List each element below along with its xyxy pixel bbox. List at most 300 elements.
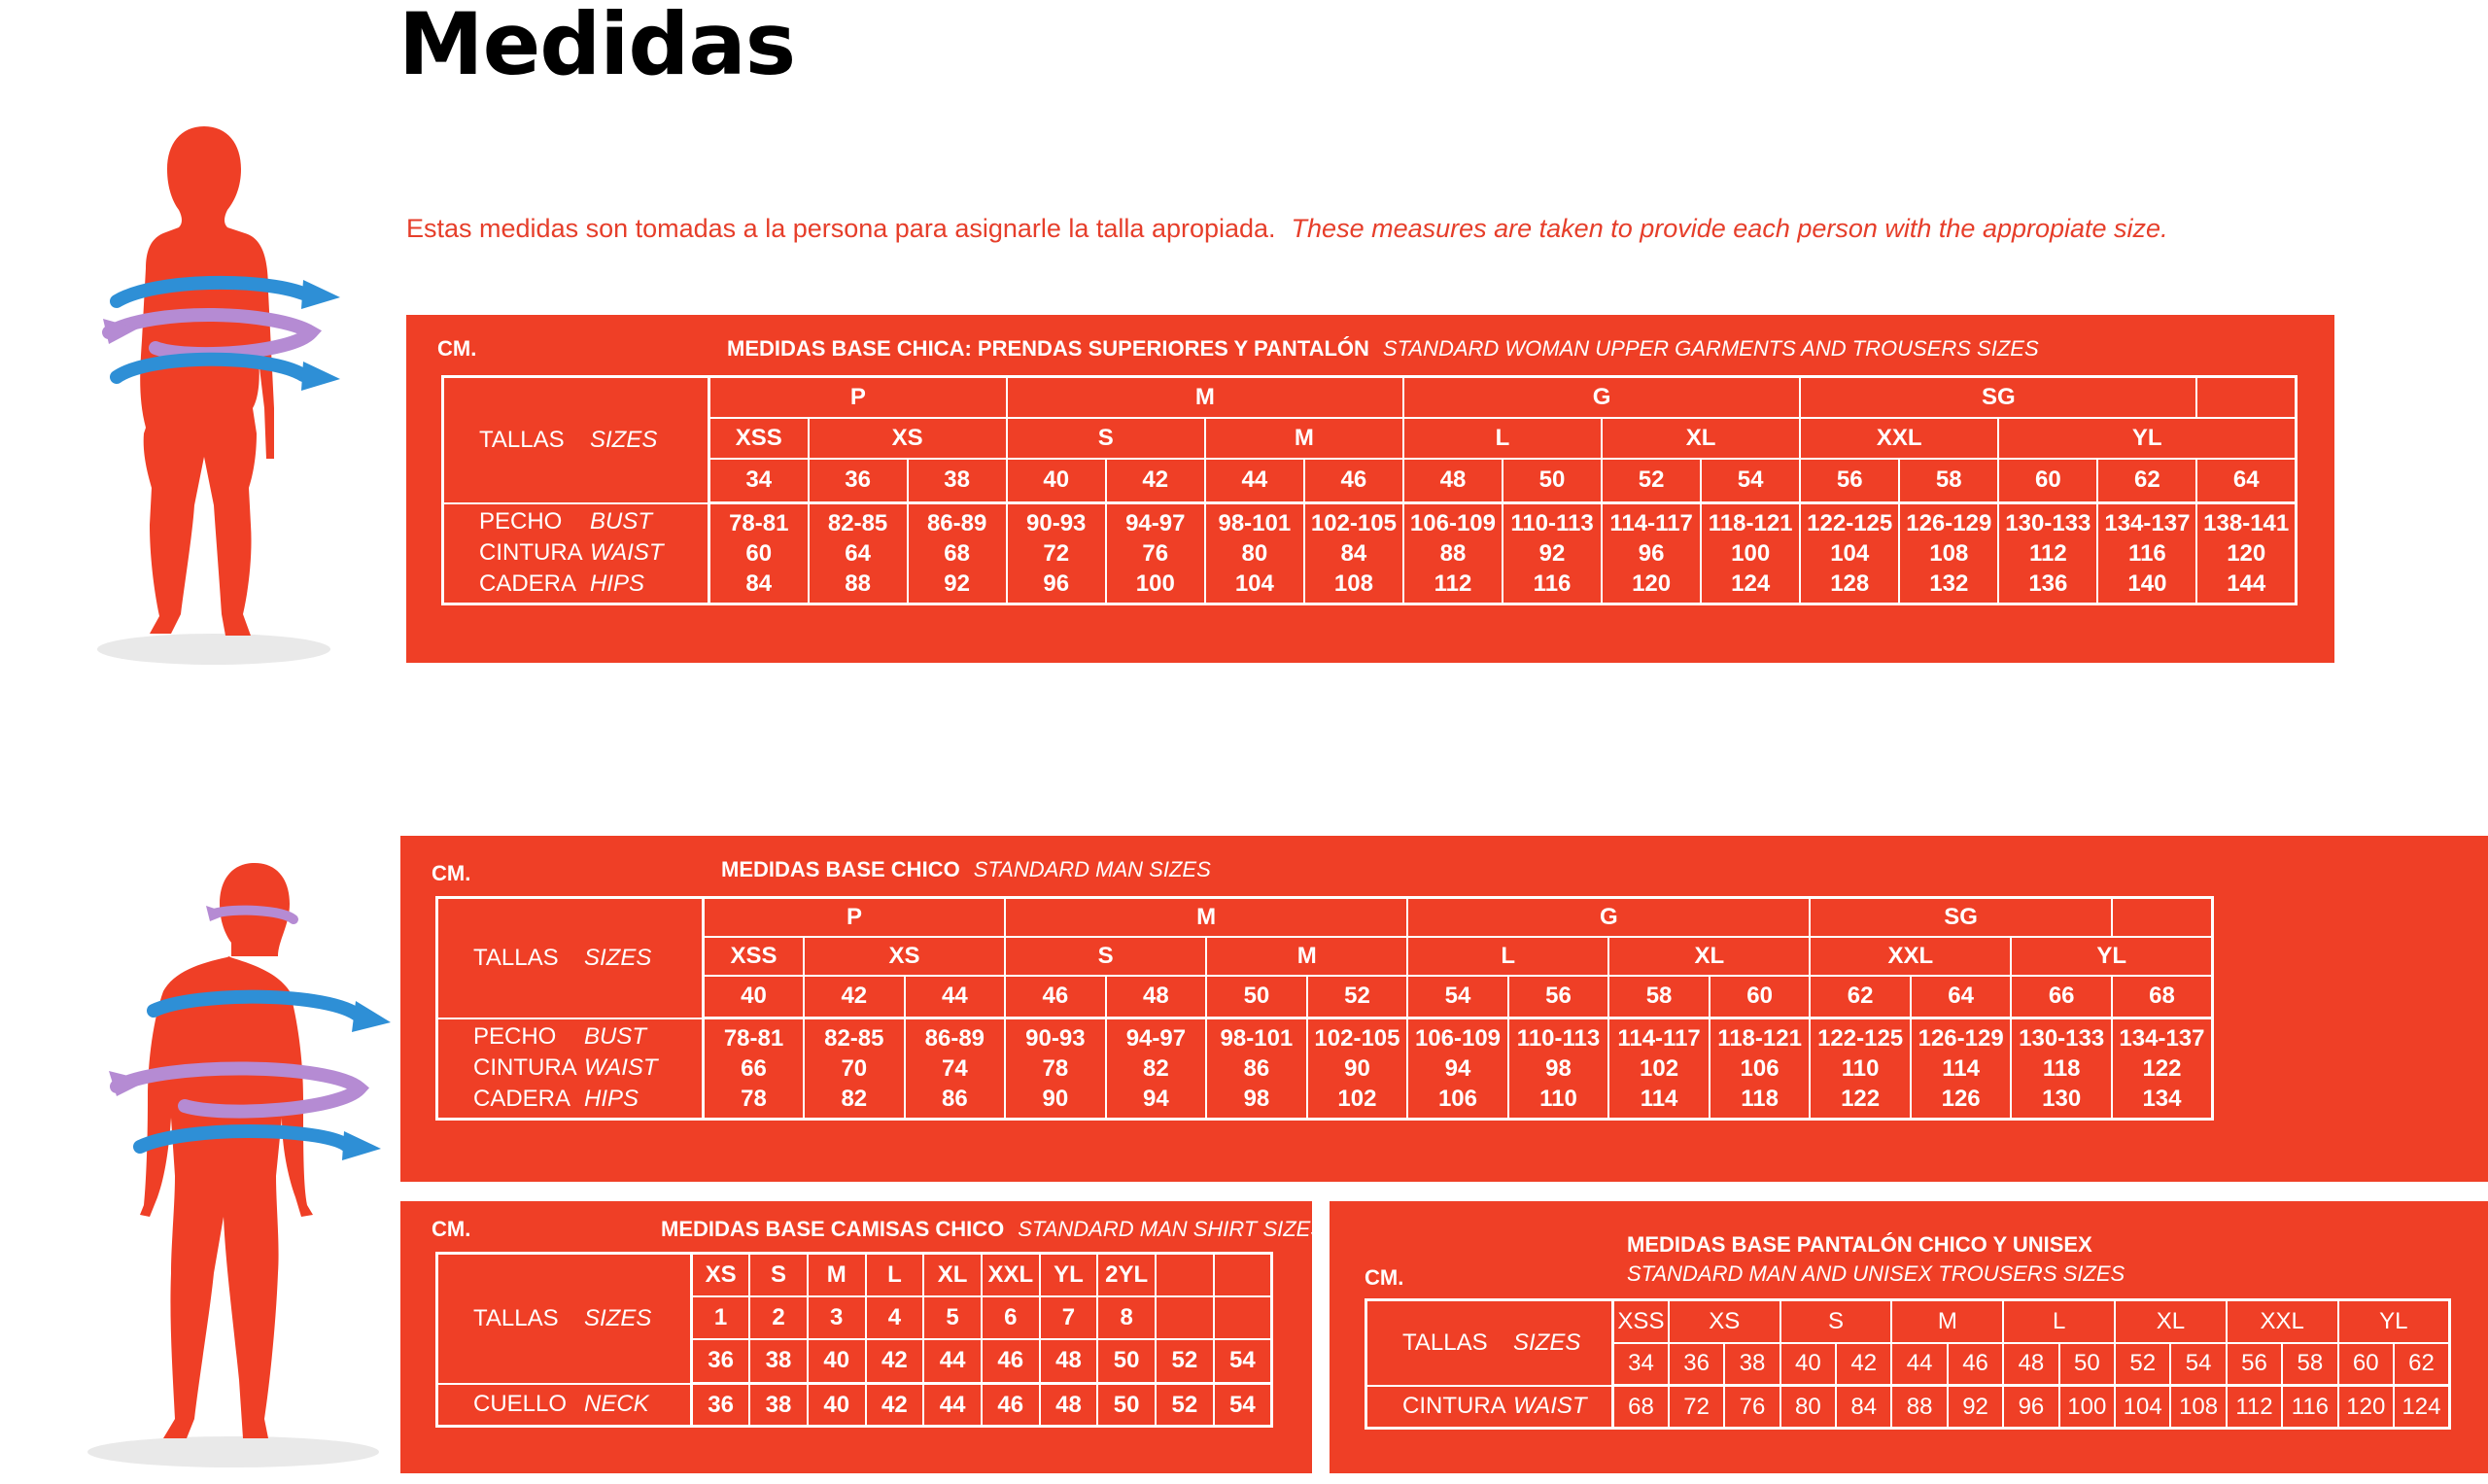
size-cell: XXL <box>1810 937 2011 976</box>
size-code-cell: 6 <box>982 1296 1040 1339</box>
waist-value: 100 <box>2059 1386 2115 1429</box>
size-code-cell: 4 <box>866 1296 924 1339</box>
hips-value: 126 <box>1941 1086 1981 1112</box>
bust-value: 134-137 <box>2119 1025 2205 1052</box>
size-cell: M <box>808 1254 866 1296</box>
hips-value: 82 <box>841 1086 868 1112</box>
measure-labels-cintura_en: WAIST <box>590 539 664 567</box>
size-number-cell: 52 <box>1156 1339 1214 1384</box>
size-cell: XSS <box>709 418 809 459</box>
size-number-cell: 56 <box>1800 459 1899 503</box>
bust-value: 78-81 <box>729 510 789 536</box>
bust-value: 94-97 <box>1125 1025 1187 1052</box>
waist-value: 122 <box>2142 1055 2182 1082</box>
hips-value: 98 <box>1243 1086 1270 1112</box>
measure-labels-cadera_es: CADERA <box>473 1086 571 1113</box>
waist-value: 92 <box>1948 1386 2003 1429</box>
hips-value: 144 <box>2227 570 2266 597</box>
measure-cell <box>1998 503 2097 604</box>
hips-value: 106 <box>1437 1086 1477 1112</box>
size-cell: L <box>866 1254 924 1296</box>
size-group-cell: P <box>709 377 1007 418</box>
bust-value: 114-117 <box>1609 510 1693 536</box>
shirt-table-title: MEDIDAS BASE CAMISAS CHICO STANDARD MAN SHIRT SIZES <box>661 1217 1326 1241</box>
waist-value: 120 <box>2338 1386 2394 1429</box>
waist-value: 80 <box>1241 540 1268 567</box>
size-cell: YL <box>1040 1254 1098 1296</box>
hips-value: 100 <box>1135 570 1175 597</box>
waist-value: 116 <box>2282 1386 2337 1429</box>
size-group-cell: P <box>704 898 1006 937</box>
subtitle-english: These measures are taken to provide each person with the appropiate size. <box>1291 214 2168 243</box>
size-cell: S <box>1780 1300 1892 1343</box>
shirt-sizes-panel <box>400 1201 1326 1473</box>
tallas-label <box>437 1254 692 1384</box>
hips-value: 134 <box>2142 1086 2182 1112</box>
size-group-cell: G <box>1403 377 1800 418</box>
waist-value: 88 <box>1891 1386 1947 1429</box>
bust-value: 126-129 <box>1906 510 1992 536</box>
trousers-sizes-table <box>1365 1298 2451 1430</box>
hips-value: 118 <box>1741 1086 1779 1112</box>
size-number-cell: 64 <box>1911 976 2012 1018</box>
waist-value: 76 <box>1724 1386 1780 1429</box>
bust-value: 94-97 <box>1125 510 1186 536</box>
tallas-label <box>1366 1300 1613 1386</box>
measure-cell <box>1407 1018 1508 1120</box>
size-number-cell: 60 <box>1998 459 2097 503</box>
size-number-cell: 38 <box>749 1339 808 1384</box>
size-number-cell: 48 <box>2003 1343 2058 1386</box>
bust-value: 82-85 <box>824 1025 884 1052</box>
size-number-cell: 62 <box>2394 1343 2450 1386</box>
size-cell: XXL <box>2227 1300 2338 1343</box>
measure-cell <box>1508 1018 1609 1120</box>
size-code-cell: 8 <box>1097 1296 1156 1339</box>
size-number-cell: 54 <box>1407 976 1508 1018</box>
waist-value: 76 <box>1142 540 1169 567</box>
size-cell: L <box>2003 1300 2115 1343</box>
size-code-cell <box>1214 1296 1272 1339</box>
woman-silhouette-icon <box>49 117 398 680</box>
tallas-label-en: SIZES <box>1513 1329 1581 1356</box>
measure-cell <box>1005 1018 1106 1120</box>
size-group-cell: M <box>1005 898 1407 937</box>
tallas-label-es: TALLAS <box>473 1304 559 1331</box>
size-number-cell: 44 <box>1205 459 1304 503</box>
bust-value: 118-121 <box>1717 1025 1802 1052</box>
unit-label: CM. <box>432 861 471 885</box>
bust-value: 118-121 <box>1708 510 1793 536</box>
unit-label: CM. <box>1365 1265 1404 1290</box>
waist-value: 90 <box>1344 1055 1370 1082</box>
bust-value: 86-89 <box>926 510 987 536</box>
size-number-cell: 46 <box>1005 976 1106 1018</box>
measure-cell <box>804 1018 905 1120</box>
hips-value: 90 <box>1042 1086 1069 1112</box>
waist-value: 100 <box>1731 540 1771 567</box>
measure-cell <box>1106 503 1205 604</box>
waist-value: 60 <box>745 540 773 567</box>
neck-value: 54 <box>1214 1384 1272 1427</box>
measure-labels <box>437 1018 704 1120</box>
bust-value: 110-113 <box>1516 1025 1601 1052</box>
size-cell: XL <box>923 1254 982 1296</box>
size-cell: S <box>749 1254 808 1296</box>
neck-value: 44 <box>923 1384 982 1427</box>
size-number-cell: 54 <box>2170 1343 2226 1386</box>
waist-value: 84 <box>1836 1386 1891 1429</box>
measure-cell <box>1304 503 1403 604</box>
size-code-cell: 5 <box>923 1296 982 1339</box>
measure-labels-cintura_es: CINTURA <box>473 1054 577 1082</box>
hips-value: 110 <box>1539 1086 1577 1112</box>
measure-labels-cintura_en: WAIST <box>584 1054 658 1082</box>
waist-value: 124 <box>2394 1386 2450 1429</box>
waist-value: 74 <box>941 1055 968 1082</box>
size-cell: XS <box>804 937 1005 976</box>
measure-labels-cintura_es: CINTURA <box>479 539 583 567</box>
unit-label: CM. <box>437 336 477 361</box>
man-silhouette-icon <box>39 855 398 1477</box>
size-number-cell: 40 <box>704 976 805 1018</box>
bust-value: 138-141 <box>2203 510 2290 536</box>
size-cell: YL <box>2338 1300 2450 1343</box>
measure-cell <box>2097 503 2196 604</box>
trousers-table-title: MEDIDAS BASE PANTALÓN CHICO Y UNISEX STANDARD MAN AND UNISEX TROUSERS SIZES <box>1627 1232 2125 1286</box>
bust-value: 86-89 <box>924 1025 985 1052</box>
size-number-cell: 54 <box>1701 459 1800 503</box>
size-code-cell: 2 <box>749 1296 808 1339</box>
bust-value: 90-93 <box>1026 510 1087 536</box>
waist-value: 92 <box>1538 540 1566 567</box>
size-group-cell: SG <box>1800 377 2196 418</box>
hips-value: 130 <box>2042 1086 2082 1112</box>
bust-value: 78-81 <box>723 1025 784 1052</box>
bust-value: 122-125 <box>1807 510 1893 536</box>
size-cell: XXL <box>1800 418 1998 459</box>
hips-value: 136 <box>2028 570 2068 597</box>
size-number-cell: 36 <box>1669 1343 1724 1386</box>
measure-cell <box>2011 1018 2112 1120</box>
hips-value: 124 <box>1731 570 1771 597</box>
size-cell: M <box>1206 937 1407 976</box>
size-number-cell: 48 <box>1106 976 1207 1018</box>
hips-value: 88 <box>845 570 871 597</box>
measure-cell <box>1810 1018 1911 1120</box>
size-number-cell: 50 <box>1097 1339 1156 1384</box>
bust-value: 126-129 <box>1918 1025 2004 1052</box>
hips-value: 92 <box>944 570 970 597</box>
size-number-cell: 58 <box>2282 1343 2337 1386</box>
bust-value: 130-133 <box>2005 510 2091 536</box>
hips-value: 102 <box>1337 1086 1377 1112</box>
size-cell: XSS <box>704 937 805 976</box>
subtitle-spanish: Estas medidas son tomadas a la persona para asignarle la talla apropiada. <box>406 214 1276 243</box>
size-number-cell: 38 <box>1724 1343 1780 1386</box>
waist-value: 88 <box>1439 540 1467 567</box>
waist-value: 80 <box>1780 1386 1836 1429</box>
size-group-cell: SG <box>1810 898 2112 937</box>
waist-value: 108 <box>2170 1386 2226 1429</box>
measure-labels-cadera_en: HIPS <box>590 570 645 598</box>
size-number-cell: 58 <box>1899 459 1998 503</box>
neck-value: 38 <box>749 1384 808 1427</box>
waist-value: 94 <box>1444 1055 1471 1082</box>
size-number-cell: 66 <box>2011 976 2112 1018</box>
size-code-cell: 1 <box>692 1296 750 1339</box>
waist-value: 110 <box>1841 1055 1880 1082</box>
size-code-cell: 3 <box>808 1296 866 1339</box>
measure-cell <box>704 1018 805 1120</box>
size-number-cell: 52 <box>2115 1343 2170 1386</box>
measure-cell <box>1710 1018 1811 1120</box>
neck-label <box>437 1384 692 1427</box>
neck-value: 36 <box>692 1384 750 1427</box>
tallas-label-es: TALLAS <box>473 944 559 971</box>
size-number-cell: 60 <box>2338 1343 2394 1386</box>
hips-value: 114 <box>1640 1086 1678 1112</box>
size-number-cell: 40 <box>1780 1343 1836 1386</box>
waist-value: 70 <box>841 1055 868 1082</box>
size-number-cell: 50 <box>1503 459 1602 503</box>
tallas-label-en: SIZES <box>584 1304 652 1331</box>
measure-cell <box>1608 1018 1710 1120</box>
waist-label-en: WAIST <box>1513 1393 1587 1420</box>
measure-cell <box>1800 503 1899 604</box>
measure-cell <box>1701 503 1800 604</box>
measure-cell <box>2112 1018 2213 1120</box>
size-cell: YL <box>2011 937 2212 976</box>
size-cell <box>1214 1254 1272 1296</box>
waist-value: 104 <box>2115 1386 2170 1429</box>
waist-label <box>1366 1386 1613 1429</box>
size-cell: XL <box>1608 937 1810 976</box>
man-sizes-panel <box>400 836 2488 1182</box>
size-number-cell: 48 <box>1040 1339 1098 1384</box>
waist-value: 96 <box>1638 540 1665 567</box>
waist-value: 112 <box>2227 1386 2282 1429</box>
neck-value: 46 <box>982 1384 1040 1427</box>
measure-cell <box>1206 1018 1307 1120</box>
size-number-cell: 46 <box>982 1339 1040 1384</box>
waist-value: 114 <box>1942 1055 1980 1082</box>
measure-labels-cadera_en: HIPS <box>584 1086 639 1113</box>
waist-value: 106 <box>1740 1055 1780 1082</box>
measure-cell <box>1911 1018 2012 1120</box>
size-number-cell: 64 <box>2196 459 2296 503</box>
measure-labels-cadera_es: CADERA <box>479 570 577 598</box>
measure-cell <box>709 503 809 604</box>
size-cell: L <box>1407 937 1608 976</box>
size-cell: YL <box>1998 418 2296 459</box>
hips-value: 122 <box>1841 1086 1881 1112</box>
size-group-cell: G <box>1407 898 1810 937</box>
measure-cell <box>2196 503 2296 604</box>
measure-cell <box>1307 1018 1408 1120</box>
size-cell: S <box>1007 418 1205 459</box>
bust-value: 110-113 <box>1510 510 1594 536</box>
waist-value: 112 <box>2028 540 2067 567</box>
hips-value: 84 <box>745 570 773 597</box>
size-number-cell: 42 <box>804 976 905 1018</box>
size-number-cell: 68 <box>2112 976 2213 1018</box>
size-code-cell: 7 <box>1040 1296 1098 1339</box>
tallas-label-en: SIZES <box>584 944 652 971</box>
size-number-cell: 50 <box>1206 976 1307 1018</box>
hips-value: 96 <box>1043 570 1070 597</box>
waist-value: 96 <box>2003 1386 2058 1429</box>
size-number-cell: 44 <box>923 1339 982 1384</box>
hips-value: 112 <box>1434 570 1472 597</box>
neck-value: 52 <box>1156 1384 1214 1427</box>
hips-value: 128 <box>1830 570 1870 597</box>
size-cell: 2YL <box>1097 1254 1156 1296</box>
waist-value: 68 <box>944 540 970 567</box>
bust-value: 106-109 <box>1409 510 1496 536</box>
size-number-cell: 44 <box>1891 1343 1947 1386</box>
woman-sizes-table <box>441 375 2298 605</box>
size-number-cell: 54 <box>1214 1339 1272 1384</box>
subtitle <box>406 214 2168 244</box>
neck-label-es: CUELLO <box>473 1391 568 1418</box>
neck-value: 48 <box>1040 1384 1098 1427</box>
size-number-cell: 34 <box>1613 1343 1669 1386</box>
shirt-sizes-table <box>435 1252 1273 1428</box>
measure-cell <box>1106 1018 1207 1120</box>
size-cell: XS <box>1669 1300 1780 1343</box>
size-cell: M <box>1205 418 1403 459</box>
neck-value: 40 <box>808 1384 866 1427</box>
neck-value: 50 <box>1097 1384 1156 1427</box>
tallas-label-en: SIZES <box>590 426 658 453</box>
bust-value: 134-137 <box>2104 510 2191 536</box>
hips-value: 94 <box>1143 1086 1169 1112</box>
waist-value: 84 <box>1340 540 1367 567</box>
waist-value: 72 <box>1043 540 1070 567</box>
bust-value: 114-117 <box>1617 1025 1701 1052</box>
hips-value: 132 <box>1929 570 1969 597</box>
waist-value: 102 <box>1640 1055 1679 1082</box>
measure-labels-pecho_es: PECHO <box>473 1023 557 1051</box>
waist-label-es: CINTURA <box>1402 1393 1506 1420</box>
bust-value: 98-101 <box>1218 510 1292 536</box>
size-number-cell: 44 <box>905 976 1006 1018</box>
bust-value: 102-105 <box>1310 510 1397 536</box>
size-number-cell: 40 <box>1007 459 1106 503</box>
trousers-sizes-panel <box>1330 1201 2488 1473</box>
size-cell: XXL <box>982 1254 1040 1296</box>
waist-value: 116 <box>2128 540 2166 567</box>
tallas-label-es: TALLAS <box>479 426 565 453</box>
size-number-cell: 52 <box>1307 976 1408 1018</box>
hips-value: 104 <box>1234 570 1274 597</box>
size-number-cell: 46 <box>1948 1343 2003 1386</box>
hips-value: 86 <box>941 1086 968 1112</box>
bust-value: 130-133 <box>2019 1025 2105 1052</box>
page-title: Medidas <box>398 0 796 94</box>
size-cell: M <box>1891 1300 2003 1343</box>
measure-cell <box>1403 503 1503 604</box>
size-number-cell: 36 <box>692 1339 750 1384</box>
size-number-cell: 34 <box>709 459 809 503</box>
size-number-cell: 38 <box>908 459 1007 503</box>
size-group-cell: M <box>1007 377 1403 418</box>
waist-value: 118 <box>2042 1055 2081 1082</box>
unit-label: CM. <box>432 1217 471 1241</box>
size-cell: XS <box>809 418 1007 459</box>
waist-value: 108 <box>1929 540 1969 567</box>
measure-cell <box>1899 503 1998 604</box>
size-number-cell: 52 <box>1602 459 1701 503</box>
measure-labels-pecho_es: PECHO <box>479 508 563 535</box>
measure-cell <box>908 503 1007 604</box>
measure-cell <box>1205 503 1304 604</box>
hips-value: 120 <box>1632 570 1672 597</box>
waist-value: 98 <box>1545 1055 1572 1082</box>
size-code-cell <box>1156 1296 1214 1339</box>
measure-cell <box>1007 503 1106 604</box>
waist-value: 78 <box>1042 1055 1069 1082</box>
waist-value: 64 <box>845 540 871 567</box>
tallas-label-es: TALLAS <box>1402 1329 1488 1356</box>
hips-value: 140 <box>2127 570 2167 597</box>
waist-value: 86 <box>1243 1055 1270 1082</box>
size-cell <box>1156 1254 1214 1296</box>
size-number-cell: 62 <box>1810 976 1911 1018</box>
measure-labels-pecho_en: BUST <box>584 1023 647 1051</box>
man-sizes-table <box>435 896 2214 1121</box>
waist-value: 120 <box>2227 540 2266 567</box>
size-number-cell: 40 <box>808 1339 866 1384</box>
measure-labels-pecho_en: BUST <box>590 508 653 535</box>
size-number-cell: 58 <box>1608 976 1710 1018</box>
size-cell: S <box>1005 937 1206 976</box>
man-table-title: MEDIDAS BASE CHICO STANDARD MAN SIZES <box>721 857 1211 881</box>
neck-value: 42 <box>866 1384 924 1427</box>
tallas-label <box>443 377 709 503</box>
hips-value: 116 <box>1533 570 1572 597</box>
hips-value: 108 <box>1333 570 1373 597</box>
size-number-cell: 50 <box>2059 1343 2115 1386</box>
size-cell: XL <box>2115 1300 2227 1343</box>
size-number-cell: 36 <box>809 459 908 503</box>
size-number-cell: 62 <box>2097 459 2196 503</box>
bust-value: 102-105 <box>1314 1025 1400 1052</box>
waist-value: 68 <box>1613 1386 1669 1429</box>
bust-value: 122-125 <box>1817 1025 1904 1052</box>
size-number-cell: 42 <box>1106 459 1205 503</box>
bust-value: 90-93 <box>1025 1025 1086 1052</box>
size-cell: XL <box>1602 418 1800 459</box>
waist-value: 72 <box>1669 1386 1724 1429</box>
hips-value: 78 <box>741 1086 767 1112</box>
waist-value: 66 <box>741 1055 767 1082</box>
waist-value: 104 <box>1830 540 1870 567</box>
bust-value: 98-101 <box>1220 1025 1294 1052</box>
woman-sizes-panel <box>406 315 2334 663</box>
waist-value: 82 <box>1143 1055 1169 1082</box>
measure-labels <box>443 503 709 604</box>
measure-cell <box>1602 503 1701 604</box>
measure-cell <box>809 503 908 604</box>
size-number-cell: 48 <box>1403 459 1503 503</box>
size-cell: XSS <box>1613 1300 1669 1343</box>
bust-value: 106-109 <box>1414 1025 1502 1052</box>
size-number-cell: 46 <box>1304 459 1403 503</box>
size-cell: L <box>1403 418 1602 459</box>
measure-cell <box>905 1018 1006 1120</box>
